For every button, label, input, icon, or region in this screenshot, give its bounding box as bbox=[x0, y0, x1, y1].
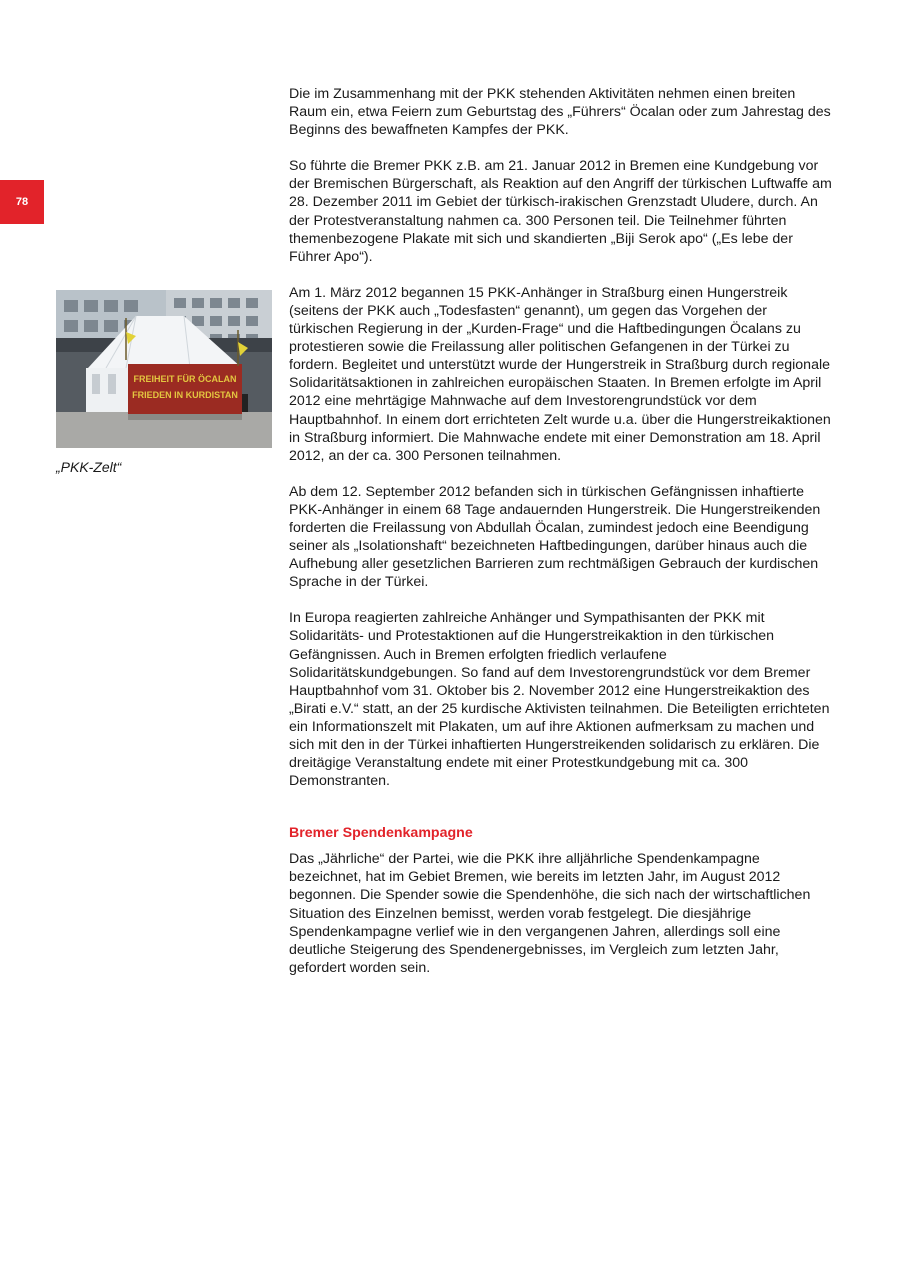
tent-photo bbox=[56, 290, 272, 448]
section-paragraph: Das „Jährliche“ der Partei, wie die PKK ihre alljährliche Spendenkampagne bezeichnet, hat im Gebiet Bremen, wie bereits im letzten Jahr, im August 2012 begonnen. Die Spender sowie die Spendenhöhe, die sich nach der wirtschaftlichen Situation des Einzelnen bemisst, werden vorab festgelegt. Die diesjährige Spendenkampagne verlief wie in den vergangenen Jahren, allerdings soll eine deutliche Steigerung des Spendenergebnisses, im Vergleich zum letzten Jahr, gefordert worden sein. bbox=[289, 851, 811, 976]
section-heading: Bremer Spendenkampagne bbox=[289, 825, 473, 842]
banner-line-2: FRIEDEN IN KURDISTAN bbox=[132, 390, 238, 400]
banner-line-1: FREIHEIT FÜR ÖCALAN bbox=[133, 374, 237, 384]
paragraph-3: Am 1. März 2012 begannen 15 PKK-Anhänger in Straßburg einen Hungerstreik (seitens der PKK auch „Todesfasten“ genannt), um gegen das Vorgehen der türkischen Regierung in der „Kurden-Frage“ und die Haftbedingungen Öcalans zu protestieren sowie die Freilassung aller politischen Gefangenen in der Türkei zu fordern. Begleitet und unterstützt wurde der Hungerstreik in Straßburg durch regionale Solidaritätsaktionen in zahlreichen europäischen Staaten. In Bremen erfolgte im April 2012 eine mehrtägige Mahnwache auf dem Investorengrundstück vor dem Hauptbahnhof. In einem dort errichteten Zelt wurde u.a. über die Hungerstreikaktionen in Straßburg informiert. Die Mahnwache endete mit einer Demonstration am 18. April 2012, an der ca. 300 Personen teilnahmen. bbox=[289, 284, 831, 464]
paragraph-1: Die im Zusammenhang mit der PKK stehenden Aktivitäten nehmen einen breiten Raum ein, etwa Feiern zum Geburtstag des „Führers“ Öcalan oder zum Jahrestag des Beginns des bewaffneten Kampfes der PKK. bbox=[289, 86, 831, 139]
image-caption: „PKK-Zelt“ bbox=[56, 459, 122, 475]
paragraph-2: So führte die Bremer PKK z.B. am 21. Januar 2012 in Bremen eine Kundgebung vor der Bremischen Bürgerschaft, als Reaktion auf den Angriff der türkischen Luftwaffe am 28. Dezember 2011 im Gebiet der türkisch-irakischen Grenzstadt Uludere, durch. An der Protestveranstaltung nahmen ca. 300 Personen teil. Die Teilnehmer führten themenbezogene Plakate mit sich und skandierten „Biji Serok apo“ („Es lebe der Führer Apo“). bbox=[289, 158, 832, 265]
page-number-tab bbox=[0, 180, 44, 224]
page-number: 78 bbox=[15, 196, 29, 208]
paragraph-5: In Europa reagierten zahlreiche Anhänger und Sympathisanten der PKK mit Solidaritäts- und Protestaktionen auf die Hungerstreikaktion in den türkischen Gefängnissen. Auch in Bremen erfolgten friedlich verlaufene Solidaritätskundgebungen. So fand auf dem Investorengrundstück vor dem Bremer Hauptbahnhof vom 31. Oktober bis 2. November 2012 eine Hungerstreikaktion des „Birati e.V.“ statt, an der 25 kurdische Aktivisten teilnahmen. Die Beteiligten errichteten ein Informationszelt mit Plakaten, um auf ihre Aktionen aufmerksam zu machen und sich mit den in der Türkei inhaftierten Hungerstreikenden solidarisch zu erklären. Die dreitägige Veranstaltung endete mit einer Protestkundgebung mit ca. 300 Demonstranten. bbox=[289, 610, 830, 790]
main-text-column bbox=[289, 85, 834, 995]
paragraph-4: Ab dem 12. September 2012 befanden sich in türkischen Gefängnissen inhaftierte PKK-Anhänger in einem 68 Tage andauernden Hungerstreik. Die Hungerstreikenden forderten die Freilassung von Abdullah Öcalan, zumindest jedoch eine Beendigung seiner als „Isolationshaft“ bezeichneten Haftbedingungen, darüber hinaus auch die Aufhebung aller gesetzlichen Barrieren zum rechtmäßigen Gebrauch der kurdischen Sprache in der Türkei. bbox=[289, 483, 821, 591]
